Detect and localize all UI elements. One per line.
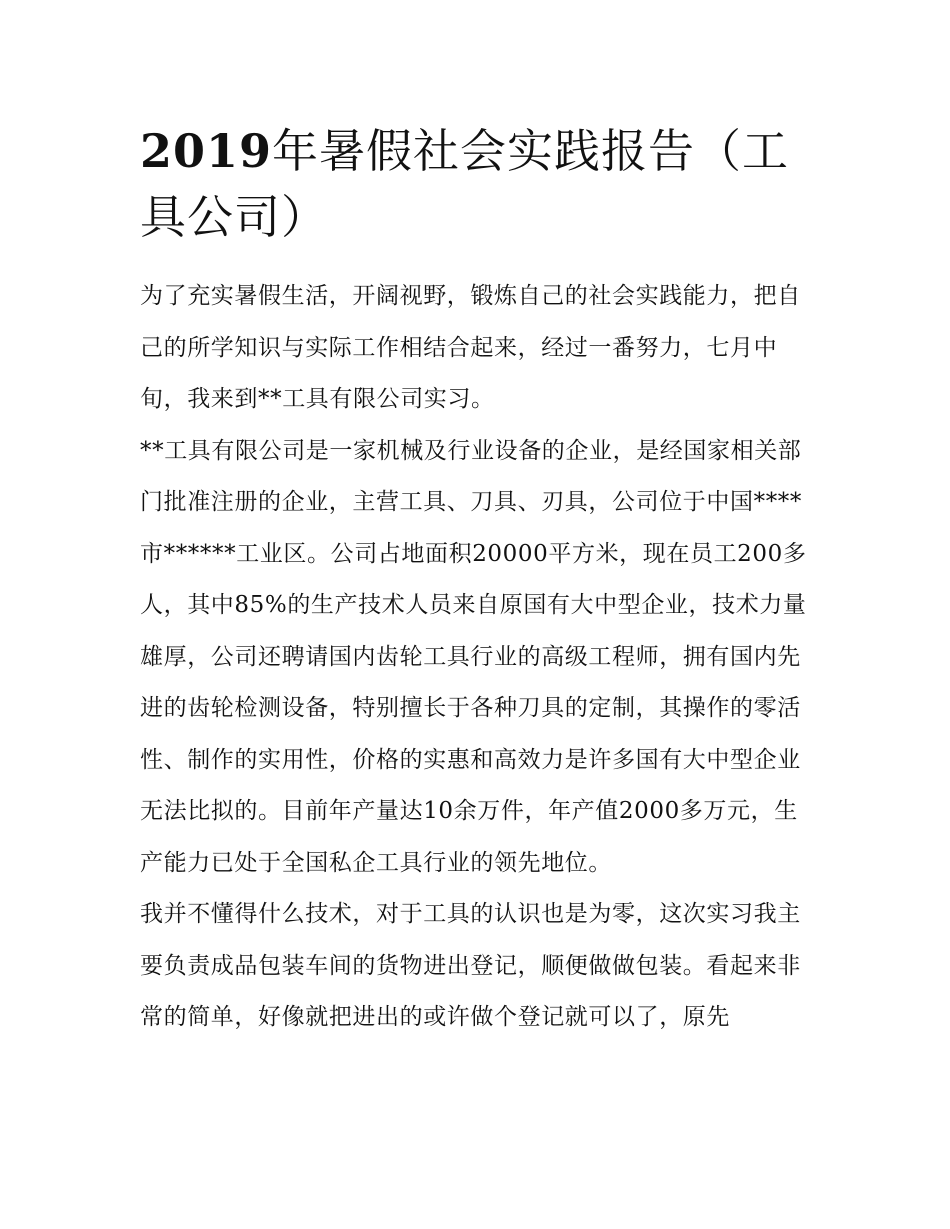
paragraph-intro: 为了充实暑假生活，开阔视野，锻炼自己的社会实践能力，把自己的所学知识与实际工作相结合起来，经过一番努力，七月中旬，我来到**工具有限公司实习。 [140,283,801,412]
paragraph-work-duties: 我并不懂得什么技术，对于工具的认识也是为零，这次实习我主要负责成品包装车间的货物进出登记，顺便做做包装。看起来非常的简单，好像就把进出的或许做个登记就可以了，原先 [140,901,801,1030]
document-content [140,118,812,1044]
document-body [140,271,812,1044]
title-text: 年暑假社会实践报告（工具公司） [140,124,790,244]
paragraph-company-profile: **工具有限公司是一家机械及行业设备的企业，是经国家相关部门批准注册的企业，主营工具、刀具、刃具，公司位于中国****市******工业区。公司占地面积20000平方米，现在员工200多人，其中85%的生产技术人员来自原国有大中型企业，技术力量雄厚，公司还聘请国内齿轮工具行业的高级工程师，拥有国内先进的齿轮检测设备，特别擅长于各种刀具的定制，其操作的零活性、制作的实用性，价格的实惠和高效力是许多国有大中型企业无法比拟的。目前年产量达10余万件，年产值2000多万元，生产能力已处于全国私企工具行业的领先地位。 [140,437,807,876]
title-year: 2019 [140,124,273,178]
document-title [140,118,812,250]
